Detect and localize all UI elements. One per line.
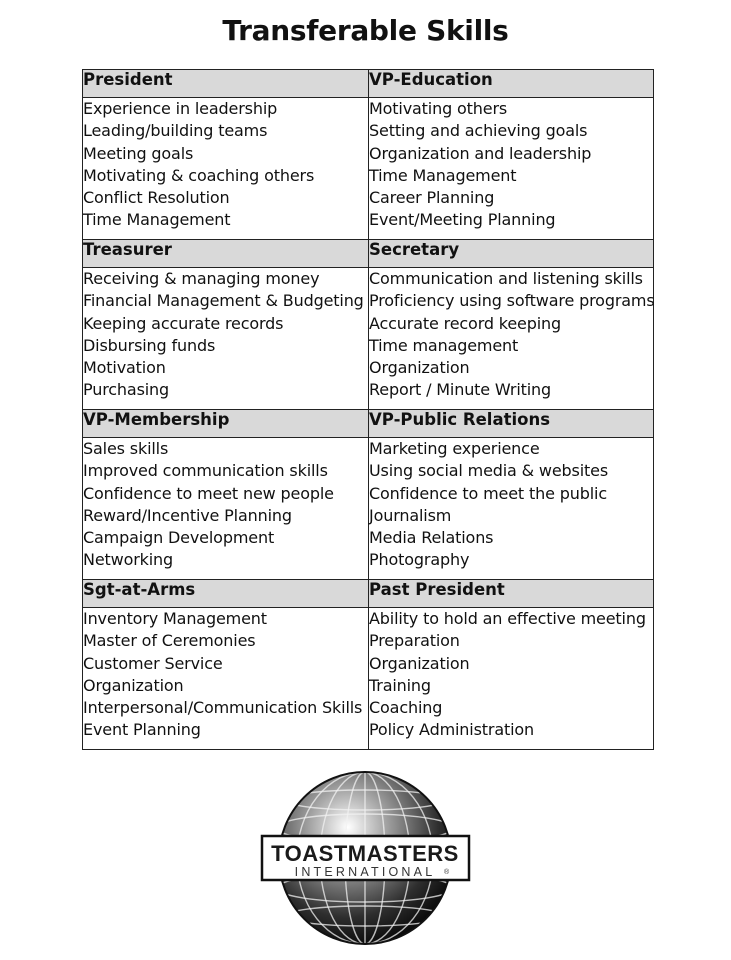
skill-item: Policy Administration xyxy=(369,720,535,740)
section-header-row xyxy=(83,580,654,608)
skills-list xyxy=(369,438,653,572)
skill-item: Photography xyxy=(369,550,470,570)
skill-item: Confidence to meet the public xyxy=(369,483,607,503)
skill-item: Report / Minute Writing xyxy=(369,380,552,400)
skill-item: Time Management xyxy=(369,165,517,185)
skills-list xyxy=(83,98,368,232)
skill-item: Experience in leadership xyxy=(83,99,278,118)
skills-table xyxy=(82,69,654,750)
role-header: President xyxy=(83,70,369,98)
skill-item: Networking xyxy=(83,550,174,570)
skills-list xyxy=(83,438,368,572)
registered-mark: ® xyxy=(444,869,450,876)
skill-item: Motivating & coaching others xyxy=(83,165,315,185)
toastmasters-logo xyxy=(258,770,473,945)
skill-item: Keeping accurate records xyxy=(83,313,284,333)
skill-item: Event Planning xyxy=(83,720,201,740)
skill-item: Motivating others xyxy=(369,99,508,118)
section-header-row xyxy=(83,410,654,438)
skill-item: Inventory Management xyxy=(83,609,267,628)
skill-item: Marketing experience xyxy=(369,439,540,458)
skill-item: Accurate record keeping xyxy=(369,313,562,333)
skill-item: Leading/building teams xyxy=(83,121,268,141)
skill-item: Preparation xyxy=(369,631,460,651)
role-header: Treasurer xyxy=(83,240,369,268)
skills-list xyxy=(369,98,653,232)
section-skills-row xyxy=(83,438,654,580)
skills-cell xyxy=(369,438,654,580)
role-header: VP-Membership xyxy=(83,410,369,438)
skill-item: Proficiency using software programs xyxy=(369,291,655,311)
skill-item: Setting and achieving goals xyxy=(369,121,588,141)
skill-item: Ability to hold an effective meeting xyxy=(369,609,646,628)
skill-item: Coaching xyxy=(369,698,443,718)
skill-item: Career Planning xyxy=(369,188,495,208)
skill-item: Event/Meeting Planning xyxy=(369,210,556,230)
skill-item: Purchasing xyxy=(83,380,170,400)
skills-list xyxy=(369,608,653,742)
logo-subtitle: INTERNATIONAL xyxy=(294,865,436,879)
skill-item: Time Management xyxy=(83,210,231,230)
skill-item: Organization xyxy=(369,358,470,378)
section-header-row xyxy=(83,240,654,268)
skill-item: Receiving & managing money xyxy=(83,269,320,288)
skills-table-body xyxy=(83,70,654,750)
skills-cell xyxy=(83,268,369,410)
skill-item: Organization xyxy=(83,675,184,695)
section-skills-row xyxy=(83,98,654,240)
skills-list xyxy=(369,268,653,402)
section-skills-row xyxy=(83,268,654,410)
skills-list xyxy=(83,608,368,742)
role-header: Past President xyxy=(369,580,654,608)
skill-item: Using social media & websites xyxy=(369,461,609,481)
skill-item: Meeting goals xyxy=(83,143,194,163)
skill-item: Conflict Resolution xyxy=(83,188,230,208)
role-header: VP-Education xyxy=(369,70,654,98)
section-header-row xyxy=(83,70,654,98)
skill-item: Time management xyxy=(369,335,519,355)
skill-item: Reward/Incentive Planning xyxy=(83,505,292,525)
role-header: Sgt-at-Arms xyxy=(83,580,369,608)
skills-cell xyxy=(369,98,654,240)
skill-item: Organization xyxy=(369,653,470,673)
page-title: Transferable Skills xyxy=(222,14,509,47)
section-skills-row xyxy=(83,608,654,750)
skill-item: Confidence to meet new people xyxy=(83,483,334,503)
skills-cell xyxy=(369,608,654,750)
skills-cell xyxy=(83,608,369,750)
skill-item: Media Relations xyxy=(369,528,494,548)
skills-cell xyxy=(83,98,369,240)
skill-item: Campaign Development xyxy=(83,528,275,548)
skill-item: Training xyxy=(369,675,431,695)
skills-cell xyxy=(83,438,369,580)
skill-item: Disbursing funds xyxy=(83,335,216,355)
skill-item: Sales skills xyxy=(83,439,169,458)
skill-item: Communication and listening skills xyxy=(369,269,643,288)
skill-item: Interpersonal/Communication Skills xyxy=(83,698,363,718)
skills-list xyxy=(83,268,368,402)
skill-item: Journalism xyxy=(369,505,452,525)
skill-item: Improved communication skills xyxy=(83,461,328,481)
skills-cell xyxy=(369,268,654,410)
logo-wordmark: TOASTMASTERS xyxy=(271,841,459,866)
skill-item: Master of Ceremonies xyxy=(83,631,256,651)
skill-item: Motivation xyxy=(83,358,166,378)
role-header: Secretary xyxy=(369,240,654,268)
skill-item: Financial Management & Budgeting xyxy=(83,291,364,311)
skill-item: Customer Service xyxy=(83,653,223,673)
skill-item: Organization and leadership xyxy=(369,143,592,163)
role-header: VP-Public Relations xyxy=(369,410,654,438)
